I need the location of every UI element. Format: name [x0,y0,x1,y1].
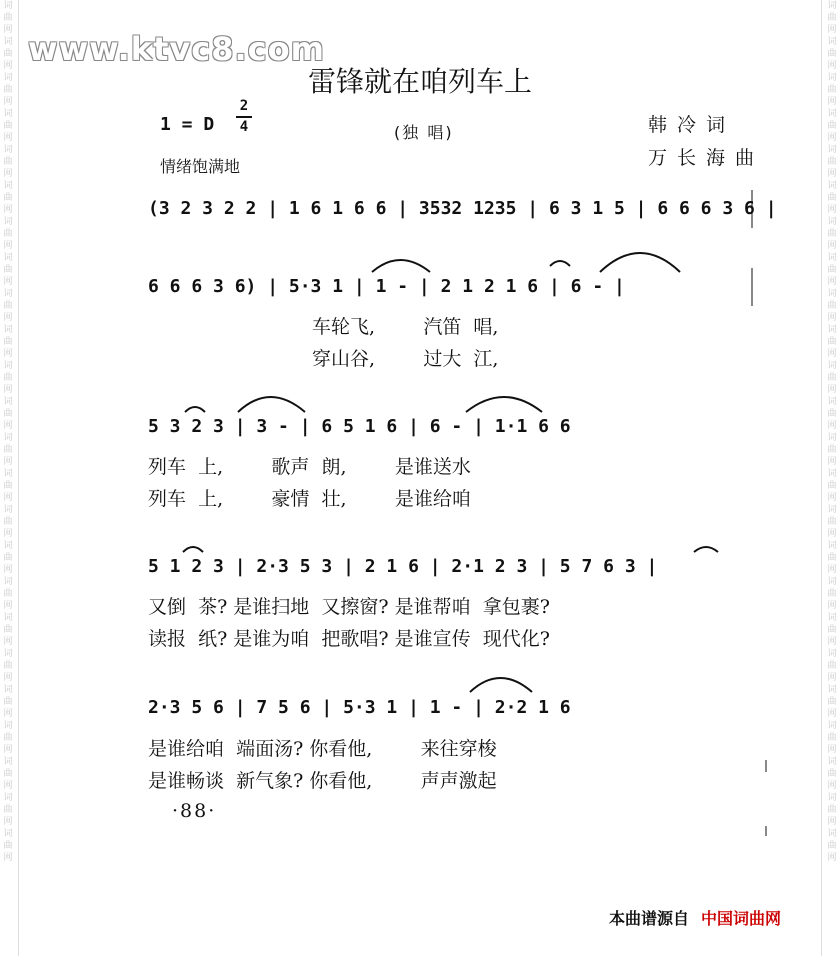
right-margin-watermark: 词曲网词曲网词曲网词曲网词曲网词曲网词曲网词曲网词曲网词曲网词曲网词曲网词曲网词曲网词曲网词曲网词曲网词曲网词曲网词曲网词曲网词曲网词曲网词曲网 [827,1,837,863]
slur-system-2-c [600,253,680,272]
notation-line-2: 6 6 6 3 6) | 5·3 1 | 1 - | 2 1 2 1 6 | 6 - | [148,276,625,297]
slur-system-3-b [238,397,305,412]
lyric-line-3-verse-1: 列车 上, 歌声 朗, 是谁送水 [148,456,471,478]
notation-line-4: 5 1 2 3 | 2·3 5 3 | 2 1 6 | 2·1 2 3 | 5 7 6 3 | [148,556,658,577]
slur-system-3-c [466,397,542,412]
song-title: 雷锋就在咱列车上 [307,65,532,98]
notation-line-5: 2·3 5 6 | 7 5 6 | 5·3 1 | 1 - | 2·2 1 6 [148,697,571,718]
tempo-mood: 情绪饱满地 [160,157,241,176]
lyric-line-4-verse-1: 又倒 茶? 是谁扫地 又擦窗? 是谁帮咱 拿包裹? [148,596,550,618]
time-signature-top: 2 [239,98,249,114]
footer-label: 本曲谱源自 [609,909,690,928]
slur-system-2-b [550,261,570,266]
lyric-line-2-verse-2: 穿山谷, 过大 江, [312,348,499,370]
source-footer [609,906,781,929]
composer-credit: 万长海曲 [648,147,765,169]
performance-type: (独 唱) [394,123,454,142]
footer-source-link[interactable]: 中国词曲网 [701,909,782,928]
page-number: ·88· [172,800,217,822]
site-watermark: www.ktvc8.com [28,30,325,68]
slur-system-4-b [694,547,718,552]
slur-system-2-a [372,260,430,272]
slur-system-5-a [470,678,532,692]
slur-system-3-a [185,407,205,412]
notation-line-1: (3 2 3 2 2 | 1 6 1 6 6 | 3532 1235 | 6 3 1 5 | 6 6 6 3 6 | [148,198,777,219]
key-signature: 1 = D [160,114,215,135]
time-signature-bottom: 4 [239,119,249,135]
slur-system-4-a [183,547,203,552]
lyric-line-3-verse-2: 列车 上, 豪情 壮, 是谁给咱 [148,488,471,510]
lyric-line-5-verse-2: 是谁畅谈 新气象? 你看他, 声声激起 [148,770,497,792]
lyric-line-5-verse-1: 是谁给咱 端面汤? 你看他, 来往穿梭 [148,738,497,760]
left-margin-watermark: 词曲网词曲网词曲网词曲网词曲网词曲网词曲网词曲网词曲网词曲网词曲网词曲网词曲网词曲网词曲网词曲网词曲网词曲网词曲网词曲网词曲网词曲网词曲网词曲网 [3,1,13,863]
lyric-line-2-verse-1: 车轮飞, 汽笛 唱, [312,316,499,338]
lyric-line-4-verse-2: 读报 纸? 是谁为咱 把歌唱? 是谁宣传 现代化? [148,628,550,650]
notation-line-3: 5 3 2 3 | 3 - | 6 5 1 6 | 6 - | 1·1 6 6 [148,416,571,437]
lyricist-credit: 韩冷词 [648,114,736,136]
